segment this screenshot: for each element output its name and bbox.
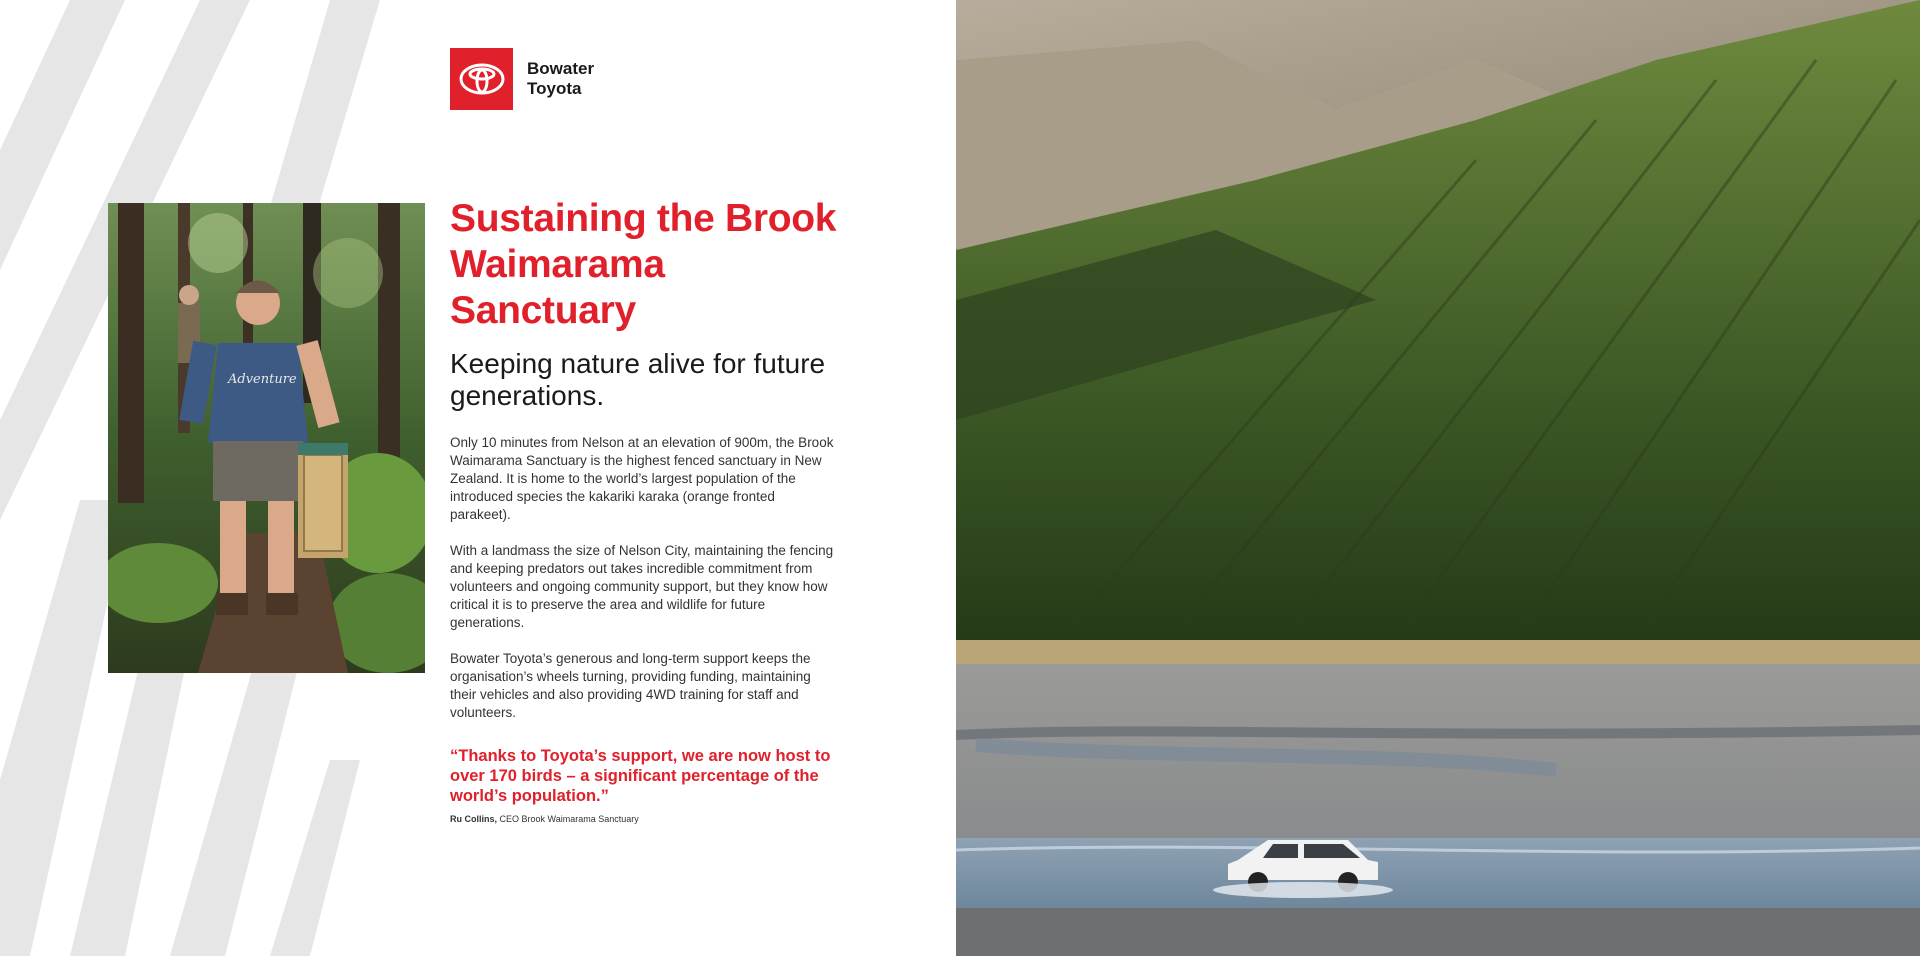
brand-logo[interactable]	[450, 48, 594, 110]
brand-line-1: Bowater	[527, 59, 595, 78]
quote-attribution	[450, 814, 850, 824]
article-paragraph-3: Bowater Toyota’s generous and long-term support keeps the organisation’s wheels turning, providing funding, maintaining their vehicles and also providing 4WD training for staff and volunteers.	[450, 651, 811, 720]
article	[450, 196, 850, 824]
attribution-role: CEO Brook Waimarama Sanctuary	[499, 814, 639, 824]
brand-line-2: Toyota	[527, 79, 582, 98]
svg-text:Adventure: Adventure	[228, 372, 297, 387]
article-paragraph-1: Only 10 minutes from Nelson at an elevation of 900m, the Brook Waimarama Sanctuary is the highest fenced sanctuary in New Zealand. It is home to the world’s largest population of the introduced species the kakariki karaka (orange fronted parakeet).	[450, 435, 834, 522]
left-page	[0, 0, 956, 956]
brand-name	[527, 59, 594, 99]
article-subheadline: Keeping nature alive for future generations.	[450, 348, 826, 411]
article-paragraph-2: With a landmass the size of Nelson City, maintaining the fencing and keeping predators out takes incredible commitment from volunteers and ongoing community support, but they know how critical it is to preserve the area and wildlife for future generations.	[450, 543, 834, 630]
landscape-photo	[956, 0, 1920, 956]
article-headline: Sustaining the Brook Waimarama Sanctuary	[450, 197, 837, 332]
attribution-name: Ru Collins,	[450, 814, 497, 824]
volunteer-photo	[108, 203, 425, 673]
pull-quote: “Thanks to Toyota’s support, we are now host to over 170 birds – a significant percentage of the world’s population.”	[450, 747, 831, 805]
toyota-emblem-icon	[450, 48, 513, 110]
